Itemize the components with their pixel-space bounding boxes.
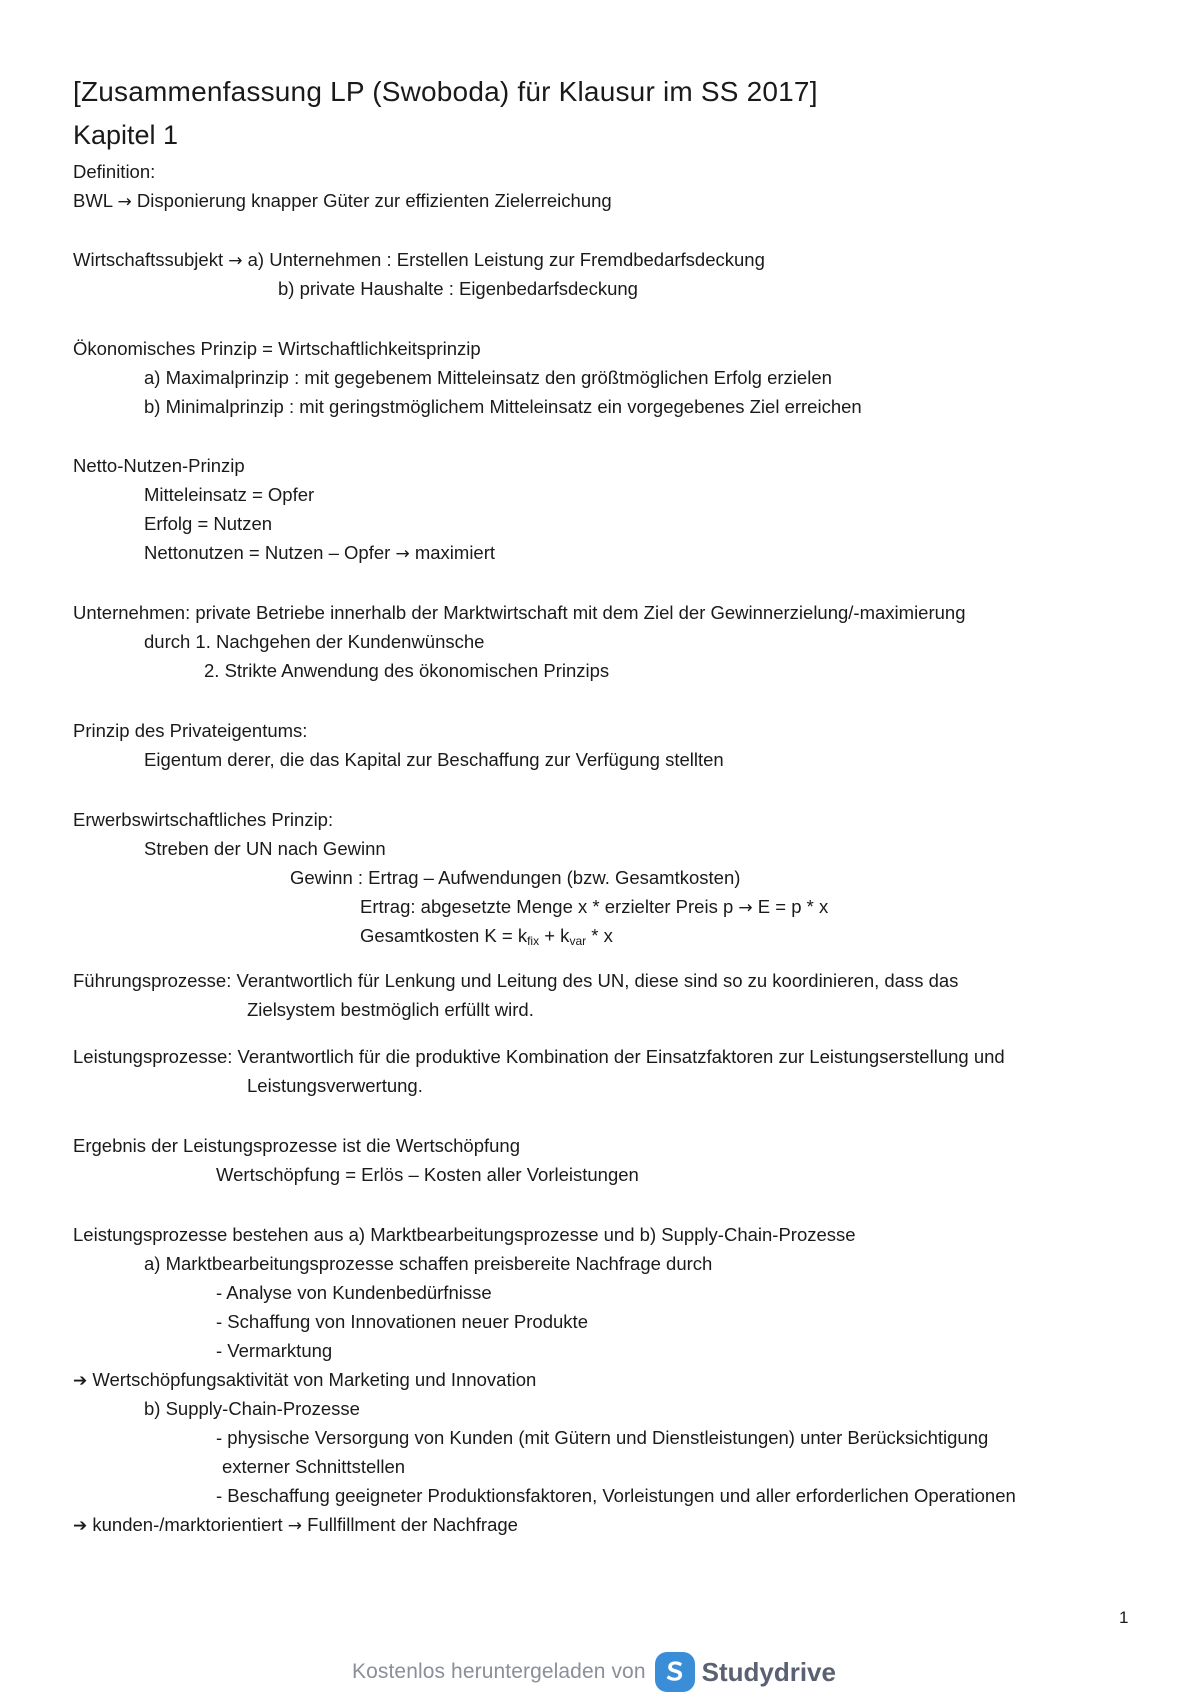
text-line: Wirtschaftssubjekt → a) Unternehmen : Erstellen Leistung zur Fremdbedarfsdeckung xyxy=(73,249,765,271)
arrow-right-icon: → xyxy=(287,1516,303,1536)
list-item: - Analyse von Kundenbedürfnisse xyxy=(216,1282,492,1303)
text-line: Ergebnis der Leistungsprozesse ist die Wertschöpfung xyxy=(73,1135,520,1156)
text-line: Leistungsprozesse: Verantwortlich für die produktive Kombination der Einsatzfaktoren zur Leistungserstellung und xyxy=(73,1046,1005,1067)
text-line: Mitteleinsatz = Opfer xyxy=(144,484,315,505)
text-line: Nettonutzen = Nutzen – Opfer → maximiert xyxy=(144,542,496,564)
arrow-right-icon: → xyxy=(228,251,243,271)
text-line: 2. Strikte Anwendung des ökonomischen Prinzips xyxy=(204,660,610,681)
text-line: externer Schnittstellen xyxy=(222,1456,406,1477)
text-line: b) Minimalprinzip : mit geringstmöglichem Mitteleinsatz ein vorgegebenes Ziel erreichen xyxy=(144,396,862,417)
text-line: ➔ Wertschöpfungsaktivität von Marketing und Innovation xyxy=(73,1369,537,1391)
text-line: Zielsystem bestmöglich erfüllt wird. xyxy=(247,999,534,1020)
document-title: [Zusammenfassung LP (Swoboda) für Klausur im SS 2017] xyxy=(73,76,818,107)
text-line: durch 1. Nachgehen der Kundenwünsche xyxy=(144,631,485,652)
text-line: b) Supply-Chain-Prozesse xyxy=(144,1398,360,1419)
text-line: Streben der UN nach Gewinn xyxy=(144,838,386,859)
text-line: Unternehmen: private Betriebe innerhalb der Marktwirtschaft mit dem Ziel der Gewinnerzielung/-maximierung xyxy=(73,602,966,623)
text-line: Gewinn : Ertrag – Aufwendungen (bzw. Gesamtkosten) xyxy=(290,867,741,888)
text-line: b) private Haushalte : Eigenbedarfsdeckung xyxy=(278,278,638,299)
text-line: BWL → Disponierung knapper Güter zur effizienten Zielerreichung xyxy=(73,190,612,212)
text-line: Führungsprozesse: Verantwortlich für Lenkung und Leitung des UN, diese sind so zu koordinieren, dass das xyxy=(73,970,959,991)
page-number: 1 xyxy=(1119,1608,1129,1627)
text-line: Leistungsverwertung. xyxy=(247,1075,423,1096)
arrow-right-icon: → xyxy=(117,192,132,212)
bold-arrow-right-icon: ➔ xyxy=(73,1371,88,1391)
list-item: - Schaffung von Innovationen neuer Produkte xyxy=(216,1311,588,1332)
arrow-right-icon: → xyxy=(738,898,753,918)
list-item: - physische Versorgung von Kunden (mit Gütern und Dienstleistungen) unter Berücksichtigung xyxy=(216,1427,989,1448)
text-line: Wertschöpfung = Erlös – Kosten aller Vorleistungen xyxy=(216,1164,639,1185)
download-footer xyxy=(352,1649,836,1695)
list-item: - Vermarktung xyxy=(216,1340,333,1361)
bold-arrow-right-icon: ➔ xyxy=(73,1516,88,1536)
arrow-right-icon: → xyxy=(395,544,410,564)
section-heading: Erwerbswirtschaftliches Prinzip: xyxy=(73,809,334,830)
text-line: Erfolg = Nutzen xyxy=(144,513,273,534)
list-item: - Beschaffung geeigneter Produktionsfaktoren, Vorleistungen und aller erforderlichen Operationen xyxy=(216,1485,1016,1506)
studydrive-brand: Studydrive xyxy=(701,1656,836,1687)
text-line: Eigentum derer, die das Kapital zur Beschaffung zur Verfügung stellten xyxy=(144,749,724,770)
footer-text: Kostenlos heruntergeladen von xyxy=(352,1660,646,1683)
chapter-heading: Kapitel 1 xyxy=(73,120,179,150)
section-heading: Netto-Nutzen-Prinzip xyxy=(73,455,245,476)
text-line: a) Marktbearbeitungsprozesse schaffen preisbereite Nachfrage durch xyxy=(144,1253,713,1274)
formula-line: Gesamtkosten $K = k_{fix} + k_{var} * x$ xyxy=(360,925,613,948)
section-heading: Ökonomisches Prinzip = Wirtschaftlichkeitsprinzip xyxy=(73,338,481,359)
text-line: Leistungsprozesse bestehen aus a) Marktbearbeitungsprozesse und b) Supply-Chain-Prozesse xyxy=(73,1224,856,1245)
definition-label: Definition: xyxy=(73,161,156,182)
studydrive-logo-icon xyxy=(654,1651,696,1693)
text-line: a) Maximalprinzip : mit gegebenem Mitteleinsatz den größtmöglichen Erfolg erzielen xyxy=(144,367,832,388)
text-line: ➔ kunden-/marktorientiert → Fullfillment der Nachfrage xyxy=(73,1514,518,1536)
text-line: Ertrag: abgesetzte Menge x * erzielter Preis p → E = p * x xyxy=(360,896,829,918)
section-heading: Prinzip des Privateigentums: xyxy=(73,720,308,741)
